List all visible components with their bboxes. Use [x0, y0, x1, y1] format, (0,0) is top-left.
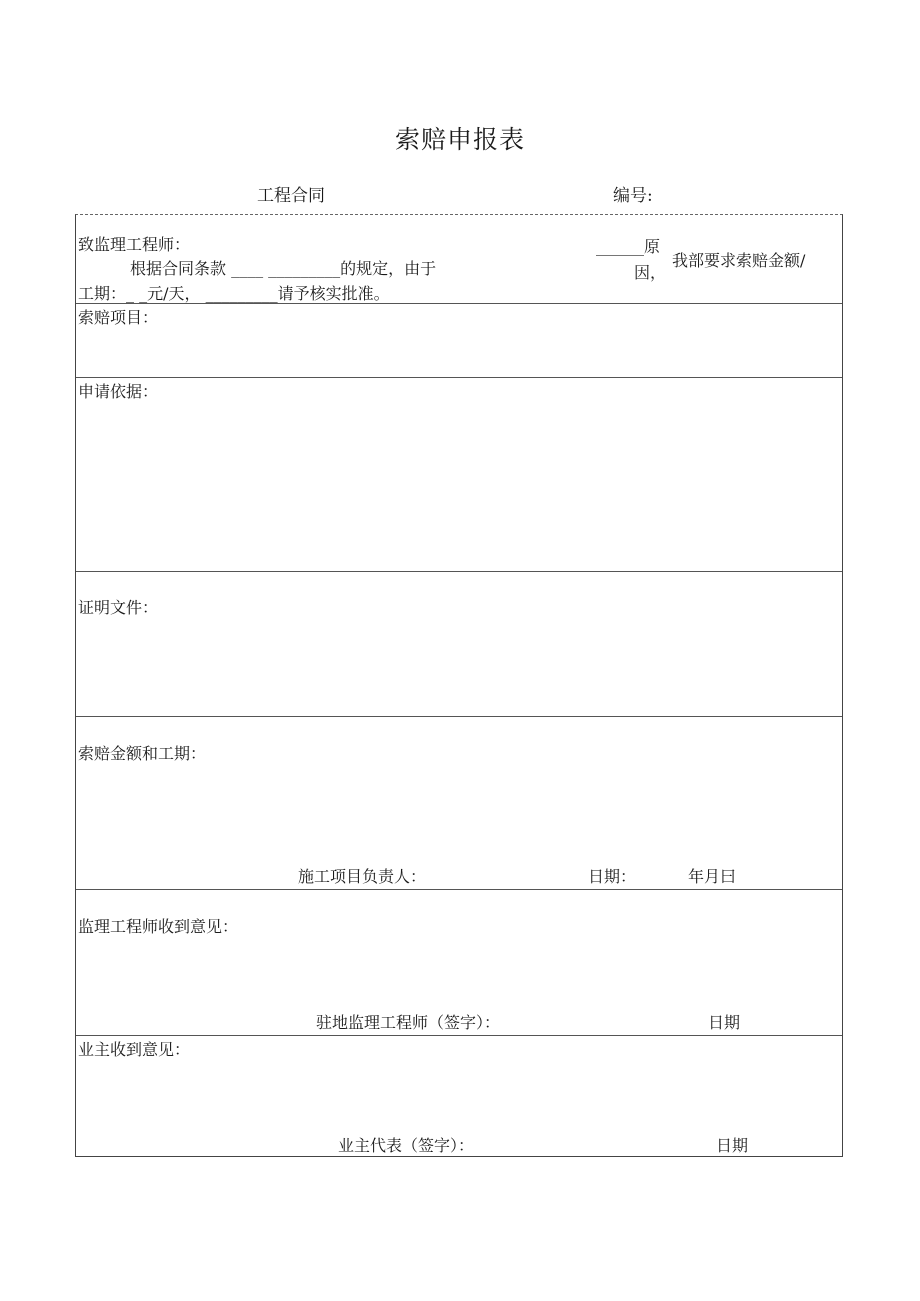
amount-section: [76, 716, 842, 886]
owner-date-label: 日期: [716, 1136, 749, 1155]
owner-opinion-label: 业主收到意见：: [78, 1040, 191, 1059]
reason-bottom-text: 因，: [634, 263, 667, 282]
period-approval-text: 工期：_ _元/天， _________请予核实批准。: [78, 284, 390, 303]
addressee-text: 致监理工程师：: [78, 235, 191, 254]
claim-item-label: 索赔项目：: [78, 308, 159, 327]
amount-label: 索赔金额和工期：: [78, 744, 207, 763]
reason-top-text: ______原: [596, 237, 661, 256]
project-manager-label: 施工项目负责人：: [298, 867, 427, 886]
basis-label: 申请依据：: [78, 382, 159, 401]
contract-clause-text: 根据合同条款 ____ _________的规定，由于: [130, 259, 437, 278]
contract-label: 工程合同: [257, 186, 325, 206]
claim-item-section: [76, 303, 842, 327]
supervisor-signer-label: 驻地监理工程师（签字）：: [316, 1013, 501, 1032]
supervisor-date-label: 日期: [708, 1013, 741, 1032]
supervisor-section: [76, 889, 842, 1032]
proof-section: [76, 571, 842, 617]
supervisor-opinion-label: 监理工程师收到意见：: [78, 917, 239, 936]
claim-form-table: [75, 214, 843, 1157]
claim-request-text: 我部要求索赔金额/: [672, 251, 806, 270]
number-label: 编号:: [613, 186, 653, 206]
owner-signer-label: 业主代表（签字）：: [338, 1136, 475, 1155]
amount-ymd-label: 年月曰: [688, 867, 737, 886]
basis-section: [76, 377, 842, 401]
page-title: 索赔申报表: [394, 125, 525, 154]
amount-date-label: 日期：: [588, 867, 637, 886]
owner-section: [76, 1035, 842, 1155]
proof-label: 证明文件：: [78, 598, 159, 617]
